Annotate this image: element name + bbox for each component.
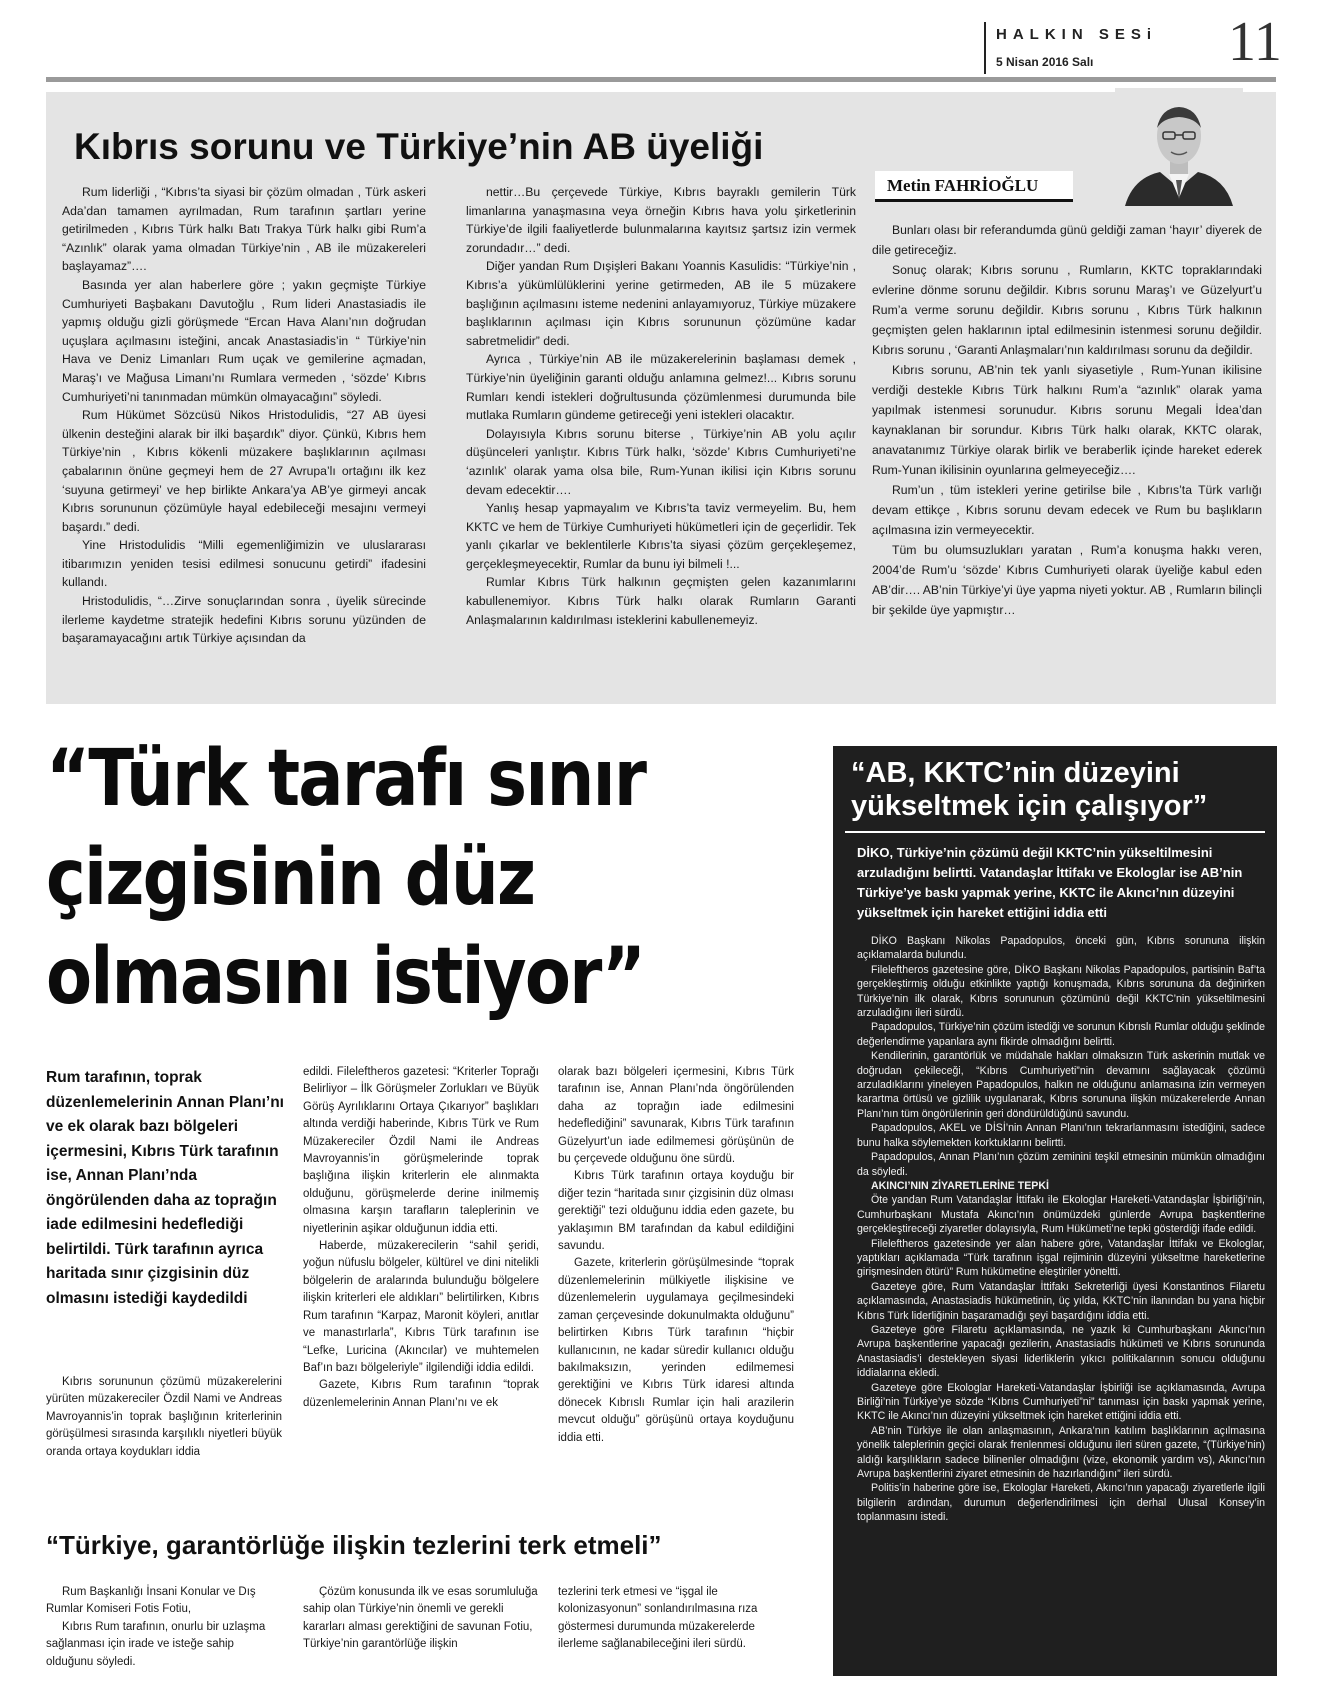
side-news-subtitle: DİKO, Türkiye’nin çözümü değil KKTC’nin yükseltilmesini arzuladığını belirtti. Vatandaşlar İttifakı ve Ekologlar ise AB’nin Türkiye’ye baskı yapmak yerine, KKTC ile Akıncı’nın düzeyini yükseltmek için hareket ettiğini iddia etti	[857, 845, 1243, 920]
paragraph: Yanlış hesap yapmayalım ve Kıbrıs’ta taviz vermeyelim. Bu, hem KKTC ve hem de Türkiye Cumhuriyeti hükümetleri için de geçerlidir. Tek yanlı çıkarlar ve beklentilerle Kıbrıs’ta siyasi çözüm gerçekleşemez, gerçekleşmeyecektir, Rumlar da bunu iyi bilmeli !...	[466, 501, 856, 571]
paragraph: olarak bazı bölgeleri içermesini, Kıbrıs Türk tarafının ise, Annan Planı’nda öngörülenden daha az toprağın iade edilmesini hedeflediğini” savunarak, Kıbrıs Türk tarafının Güzelyurt’un iade edilmemesi görüşünün de bu çerçevede olduğunu öne sürdü.	[558, 1066, 794, 1166]
issue-date: 5 Nisan 2016 Salı	[996, 55, 1094, 69]
paragraph: Politis’in haberine göre ise, Ekologlar Hareketi, Akıncı’nın yapacağı ziyaretlerle ilgili bilgilerin ardından, durumun değerlendirilmesi için derhal Ulusal Konsey’in toplanmasını istedi.	[857, 1482, 1265, 1524]
paragraph: Rum liderliği , “Kıbrıs’ta siyasi bir çözüm olmadan , Türk askeri Ada’dan tamamen ayrılmadan, Rum tarafının şartları yerine getirilmeden , Kıbrıs Türk halkı Batı Trakya Türk halkı gibi Rum’a “Azınlık” olarak yama olmadan Türkiye’nin , AB ile müzakereleri başlayamaz”….	[62, 185, 426, 274]
paragraph: Kıbrıs Rum tarafının, onurlu bir uzlaşma sağlanması için irade ve isteğe sahip olduğunu söyledi.	[46, 1620, 266, 1668]
side-news-section-title: AKINCI’NIN ZİYARETLERİNE TEPKİ	[871, 1179, 1049, 1192]
paragraph: Fileleftheros gazetesinde yer alan habere göre, Vatandaşlar İttifakı ve Ekologlar, yaptıkları açıklamada “Türk tarafının işgal rejiminin düzeyini yükseltme hareketlerine girişmesinden ötürü” Rum hükümetine eleştiriler yöneltti.	[857, 1237, 1265, 1279]
paragraph: nettir…Bu çerçevede Türkiye, Kıbrıs bayraklı gemilerin Türk limanlarına yanaşmasına veya örneğin Kıbrıs hava yolu şirketlerinin Türkiye’de ilgili faaliyetlerde bulunmalarına kayıtsız şartsız izin vermek zorundadır…” dedi.	[466, 185, 856, 255]
paragraph: Rum Başkanlığı İnsani Konular ve Dış Rumlar Komiseri Fotis Fotiu,	[46, 1586, 256, 1616]
paragraph: Rumlar Kıbrıs Türk halkının geçmişten gelen kazanımlarını kabullenemiyor. Kıbrıs Türk halkı olarak Rumların Garanti Anlaşmalarının kaldırılması isteklerini kabullenemeyiz.	[466, 575, 856, 627]
paragraph: Çözüm konusunda ilk ve esas sorumluluğa sahip olan Türkiye’nin önemli ve gerekli kararları alması gerektiğini de savunan Fotiu, Türkiye’nin garantörlüğe ilişkin	[303, 1586, 538, 1651]
top-rule	[46, 77, 1276, 82]
author-name: Metin FAHRİOĞLU	[887, 176, 1039, 195]
paragraph: Kıbrıs sorunu, AB’nin tek yanlı siyasetiyle , Rum-Yunan ikilisine verdiği destekle Kıbrıs Türk halkını Rum’a “azınlık” olarak yama yapılmak istenmesi sorunudur. Kıbrıs sorunu Megali İdea’dan kaynaklanan bir sorundur. Kıbrıs Türk halkı olarak, KKTC olarak, anavatanımız Türkiye olarak birlik ve beraberlik içinde hareket ederek Rum-Yunan ikilisinin oyunlarına gelmeyeceğiz….	[872, 363, 1262, 477]
paragraph: Sonuç olarak; Kıbrıs sorunu , Rumların, KKTC topraklarındaki evlerine dönme sorunu değildir. Kıbrıs sorunu Maraş’ı ve Güzelyurt’u Rum’a verme sorunu değildir. Kıbrıs sorunu , Kıbrıs Türk halkının geçmişten gelen haklarının iptal edilmesinin istenmesi sorunu değildir. Kıbrıs sorunu , ‘Garanti Anlaşmaları’nın kaldırılması sorunu da değildir.	[872, 263, 1262, 357]
paragraph: Rum Hükümet Sözcüsü Nikos Hristodulidis, “27 AB üyesi ülkenin desteğini alarak bir ilki başardık” diyor. Çünkü, Kıbrıs hem Türkiye’nin , Kıbrıs kökenli müzakere başlıklarının açılması çabalarının önüne geçmeyi hem de 27 Avrupa’lı ortağını ilk kez ‘suyuna getirmeyi’ ve hep birlikte Ankara’ya AB’ye girmeyi ancak Kıbrıs sorununun çözümüyle hayal edebileceği mesajını vermeyi başardı.” dedi.	[62, 408, 426, 534]
paragraph: Papadopulos, AKEL ve DİSİ’nin Annan Planı’nın tekrarlanmasını istediğini, sadece bunu halka söylemekten korktuklarını belirtti.	[857, 1122, 1265, 1149]
paragraph: Bunları olası bir referandumda günü geldiği zaman ‘hayır’ diyerek de dile getireceğiz.	[872, 223, 1262, 257]
column-article-title: Kıbrıs sorunu ve Türkiye’nin AB üyeliği	[74, 126, 764, 167]
paragraph: AB’nin Türkiye ile olan anlaşmasının, Ankara’nın katılım başlıklarının açılmasına yönelik taleplerinin geçici olarak frenlenmesi olduğunu ileri süren gazete, “(Türkiye’nin) aldığı karşılıkların sadece bilinenler olmadığını (vize, ekonomik yardım vs), Akıncı’nın Avrupa başkentlerini ziyaret etmesinin de hazırlandığını” ileri sürdü.	[857, 1424, 1265, 1481]
column-article-col3	[872, 220, 1262, 620]
paragraph: edildi. Fileleftheros gazetesi: “Kriterler Toprağı Belirliyor – İlk Görüşmeler Zorlukları ve Büyük Görüş Ayrılıklarını Ortaya Çıkarıyor” başlıkları altında verdiği haberinde, Kıbrıs Türk ve Rum Müzakereciler Özdil Nami ile Andreas Mavroyannis’in görüşmelerinde toprak başlığına ilişkin kriterlerin ele alınmakta olduğunu, görüşmelerde derine inilmemiş olmasına karşın tarafların taleplerinin ve niyetlerinin aşikar olduğunun iddia etti.	[303, 1066, 539, 1235]
paragraph: Yine Hristodulidis “Milli egemenliğimizin ve uluslararası itibarımızın yeniden tesisi edilmesi sonucunu getirdi” ifadesini kullandı.	[62, 538, 426, 590]
paragraph: Gazeteye göre Filaretu açıklamasında, ne yazık ki Cumhurbaşkanı Akıncı’nın Avrupa başkentlerine yapacağı gezilerin, Anastasiadis hükümeti ve Kıbrıs sorununda Anastasiadis’i destekleyen siyasi liderliklerin yıkıcı politikalarının sonucu olduğunu iddialarına ekledi.	[857, 1323, 1265, 1380]
paragraph: Gazete, kriterlerin görüşülmesinde “toprak düzenlemelerinin mülkiyetle ilişkisine ve düzenlemelerin uygulamaya geçilmesindeki zaman çerçevesinde dokunulmakta olduğunu” belirtirken Kıbrıs Türk tarafının “hiçbir kullanıcının, ne kadar süredir kullanıcı olduğu bakılmaksızın, yerinden edilmemesi gerektiğini ve Kıbrıs Türk idaresi altında dönecek Kıbrıslı Rumlar için hali arazilerin mevcut olduğu” görüşünü ortaya koyduğunu iddia etti.	[558, 1257, 794, 1444]
main-article-col3	[558, 1064, 794, 1447]
paragraph: Ayrıca , Türkiye’nin AB ile müzakerelerinin başlaması demek , Türkiye’nin üyeliğinin garanti olduğu anlamına gelmez!... Kıbrıs sorunu Rumları kendi istekleri doğrultusunda çözümlenmesi durumunda bile mutlaka Rumların gündeme getireceği yeni istekleri olacaktır.	[466, 352, 856, 423]
side-news-body	[857, 934, 1265, 1525]
paragraph: Hristodulidis, “…Zirve sonuçlarından sonra , üyelik sürecinde ilerleme kaydetme stratejik hedefini Kıbrıs sorunu yüzünden de başaramayacağını artık Türkiye açısından da	[62, 594, 426, 646]
main-headline-line: “Türk tarafı sınır	[46, 734, 646, 824]
paragraph: Kendilerinin, garantörlük ve müdahale hakları olmaksızın Türk askerinin mutlak ve doğrudan çekileceği, “Kıbrıs Cumhuriyeti”nin devamını sağlayacak çözümü arzuladıklarını yineleyen Papadopulos, halkın ne olduğunu anlamasına izin vermeyen karartma örtüsü ve gizlilik uygulanarak, Kıbrıs sorununa ilişkin müzakerelerde Annan Planı’nın tüm öngörülerinin geri döndürüldüğünü savundu.	[857, 1050, 1265, 1120]
main-headline-line: olmasını istiyor”	[46, 932, 645, 1022]
main-article-col1	[46, 1374, 282, 1461]
paragraph: Kıbrıs Türk tarafının ortaya koyduğu bir diğer tezin “haritada sınır çizgisinin düz olması gerektiği” tezi olduğunu iddia eden gazete, bu yaklaşımın BM tarafından da kabul edildiğini savundu.	[558, 1170, 794, 1253]
paragraph: Papadopulos, Türkiye’nin çözüm istediği ve sorunun Kıbrıslı Rumlar olduğu şeklinde değerlendirme yapanlara aynı fikirde olmadığını belirtti.	[857, 1021, 1265, 1048]
paragraph: Papadopulos, Annan Planı’nın çözüm zeminini teşkil etmesinin mümkün olmadığını da söyledi.	[857, 1151, 1265, 1178]
main-headline	[46, 730, 700, 1027]
main-article-col2	[303, 1064, 539, 1412]
paragraph: Kıbrıs sorununun çözümü müzakerelerini yürüten müzakereciler Özdil Nami ve Andreas Mavroyannis’in toprak başlığının kriterlerinin görüşülmesi sırasında karşılıklı niyetleri büyük oranda ortaya koydukları iddia	[46, 1376, 282, 1458]
main-headline-line: çizgisinin düz	[46, 833, 535, 923]
paragraph: Fileleftheros gazetesine göre, DİKO Başkanı Nikolas Papadopulos, partisinin Baf’ta gerçekleştirmiş olduğu etkinlikte yaptığı konuşmada, Kıbrıs sorununa da değinirken Türkiye’nin ilk olarak, Kıbrıs sorununun çözümünü değil KKTC’nin yükseltilmesini arzuladığını ileri sürdü.	[857, 963, 1265, 1020]
side-news-divider	[845, 831, 1265, 833]
side-news-title: “AB, KKTC’nin düzeyini yükseltmek için çalışıyor”	[851, 757, 1208, 822]
paragraph: Tüm bu olumsuzlukları yaratan , Rum’a konuşma hakkı veren, 2004’de Rum’u ‘sözde’ Kıbrıs Cumhuriyeti olarak üyeliğe kabul eden AB’dir…. AB’nin Türkiye’yi üye yapma niyeti yoktur. AB , Rumların bilinçli bir şekilde üye yapmıştır…	[872, 543, 1262, 617]
paragraph: tezlerini terk etmesi ve “işgal ile kolonizasyonun” sonlandırılmasına rıza göstermesi durumunda müzakerelerde ilerleme sağlanabileceğini ileri sürdü.	[558, 1586, 758, 1651]
paragraph: Gazeteye göre Ekologlar Hareketi-Vatandaşlar İşbirliği ise açıklamasında, Avrupa Birliği’nin Türkiye’ye sözde “Kıbrıs Cumhuriyeti”ni” tanıması için baskı yapmak yerine, KKTC ile Akıncı’nın düzeyini yükseltmek için hareket ettiğini iddia etti.	[857, 1381, 1265, 1423]
paragraph: Haberde, müzakerecilerin “sahil şeridi, yoğun nüfuslu bölgeler, kültürel ve dini nitelikli bölgelerin de aralarında bulunduğu bölgelere ilişkin kriterleri ele aldıkları” belirtilirken, Kıbrıs Rum tarafının “Karpaz, Maronit köyleri, anıtlar ve manastırlarla”, Kıbrıs Türk tarafının ise “Lefke, Luricina (Akıncılar) ve muhtemelen Baf’ın bazı bölgeleriyle” ilgilendiği iddia edildi.	[303, 1240, 539, 1374]
bottom-article-col1	[46, 1584, 282, 1671]
column-article-col1	[62, 183, 426, 648]
bottom-article-col3	[558, 1584, 794, 1654]
column-article-col2	[466, 183, 856, 629]
paragraph: DİKO Başkanı Nikolas Papadopulos, önceki gün, Kıbrıs sorununa ilişkin açıklamalarda bulundu.	[857, 935, 1265, 962]
main-article-lead: Rum tarafının, toprak düzenlemelerinin Annan Planı’nı ve ek olarak bazı bölgeleri içermesini, Kıbrıs Türk tarafının ise, Annan Planı’nda öngörülenden daha az toprağın iade edilmesini hedeflediği belirtildi. Türk tarafının ayrıca haritada sınır çizgisinin düz olmasını istediği kaydedildi	[46, 1069, 284, 1307]
paragraph: Basında yer alan haberlere göre ; yakın geçmişte Türkiye Cumhuriyeti Başbakanı Davutoğlu , Rum lideri Anastasiadis ile yapmış olduğu gizli görüşmede “Ercan Hava Alanı’nın doğrudan uçuşlara açılmasını isteğini, ancak Anastasiadis’in “ Türkiye’nin Hava ve Deniz Limanları Rum uçak ve gemilerine açmadan, Maraş’ı ve Mağusa Limanı’nı Rumlara vermeden , ‘sözde’ Kıbrıs Cumhuriyeti’ni tanınmadan mümkün olmayacağını” söyledi.	[62, 277, 426, 404]
paragraph: Öte yandan Rum Vatandaşlar İttifakı ile Ekologlar Hareketi-Vatandaşlar İşbirliği’nin, Cumhurbaşkanı Mustafa Akıncı’nın önümüzdeki günlerde Avrupa başkentlerine gerçekleştireceği ziyaretler dolayısıyla, Rum Hükümeti’ne tepki gösterdiği ifade edildi.	[857, 1194, 1265, 1236]
page-number: 11	[1228, 11, 1282, 73]
paper-name: HALKIN SESi	[996, 26, 1158, 43]
author-portrait	[1115, 88, 1243, 206]
bottom-article-col2	[303, 1584, 539, 1654]
paragraph: Gazeteye göre, Rum Vatandaşlar İttifakı Sekreterliği üyesi Konstantinos Filaretu açıklamasında, Anastasiadis hükümetinin, üç yılda, KKTC’nin ilanından bu yana hiçbir Kıbrıs Türk liderliğinin başaramadığı şeyi başardığını iddia etti.	[857, 1280, 1265, 1322]
paragraph: Diğer yandan Rum Dışişleri Bakanı Yoannis Kasulidis: “Türkiye’nin , Kıbrıs’a yükümlülüklerini yerine getirmeden, AB ile 5 müzakere başlığının açılmasını isteme nedenini anlayamıyoruz, Türkiye müzakere başlıklarının açılması için Kıbrıs sorununun çözümüne kadar sabretmelidir” dedi.	[466, 259, 856, 348]
paragraph: Dolayısıyla Kıbrıs sorunu biterse , Türkiye’nin AB yolu açılır düşünceleri yanlıştır. Kıbrıs Türk halkı, ‘sözde’ Kıbrıs Cumhuriyeti’ne ‘azınlık’ olarak yama olsa bile, Rum-Yunan ikilisi için Kıbrıs sorunu devam edecektir….	[466, 426, 856, 497]
paragraph: Gazete, Kıbrıs Rum tarafının “toprak düzenlemelerinin Annan Planı’nı ve ek	[303, 1379, 539, 1409]
bottom-article-title: “Türkiye, garantörlüğe ilişkin tezlerini terk etmeli”	[46, 1530, 662, 1560]
paragraph: Rum’un , tüm istekleri yerine getirilse bile , Kıbrıs’ta Türk varlığı devam ettikçe , Kıbrıs sorunu devam edecek ve Rum bu başlıkların açılmasına izin vermeyecektir.	[872, 483, 1262, 537]
masthead-divider	[984, 22, 986, 74]
